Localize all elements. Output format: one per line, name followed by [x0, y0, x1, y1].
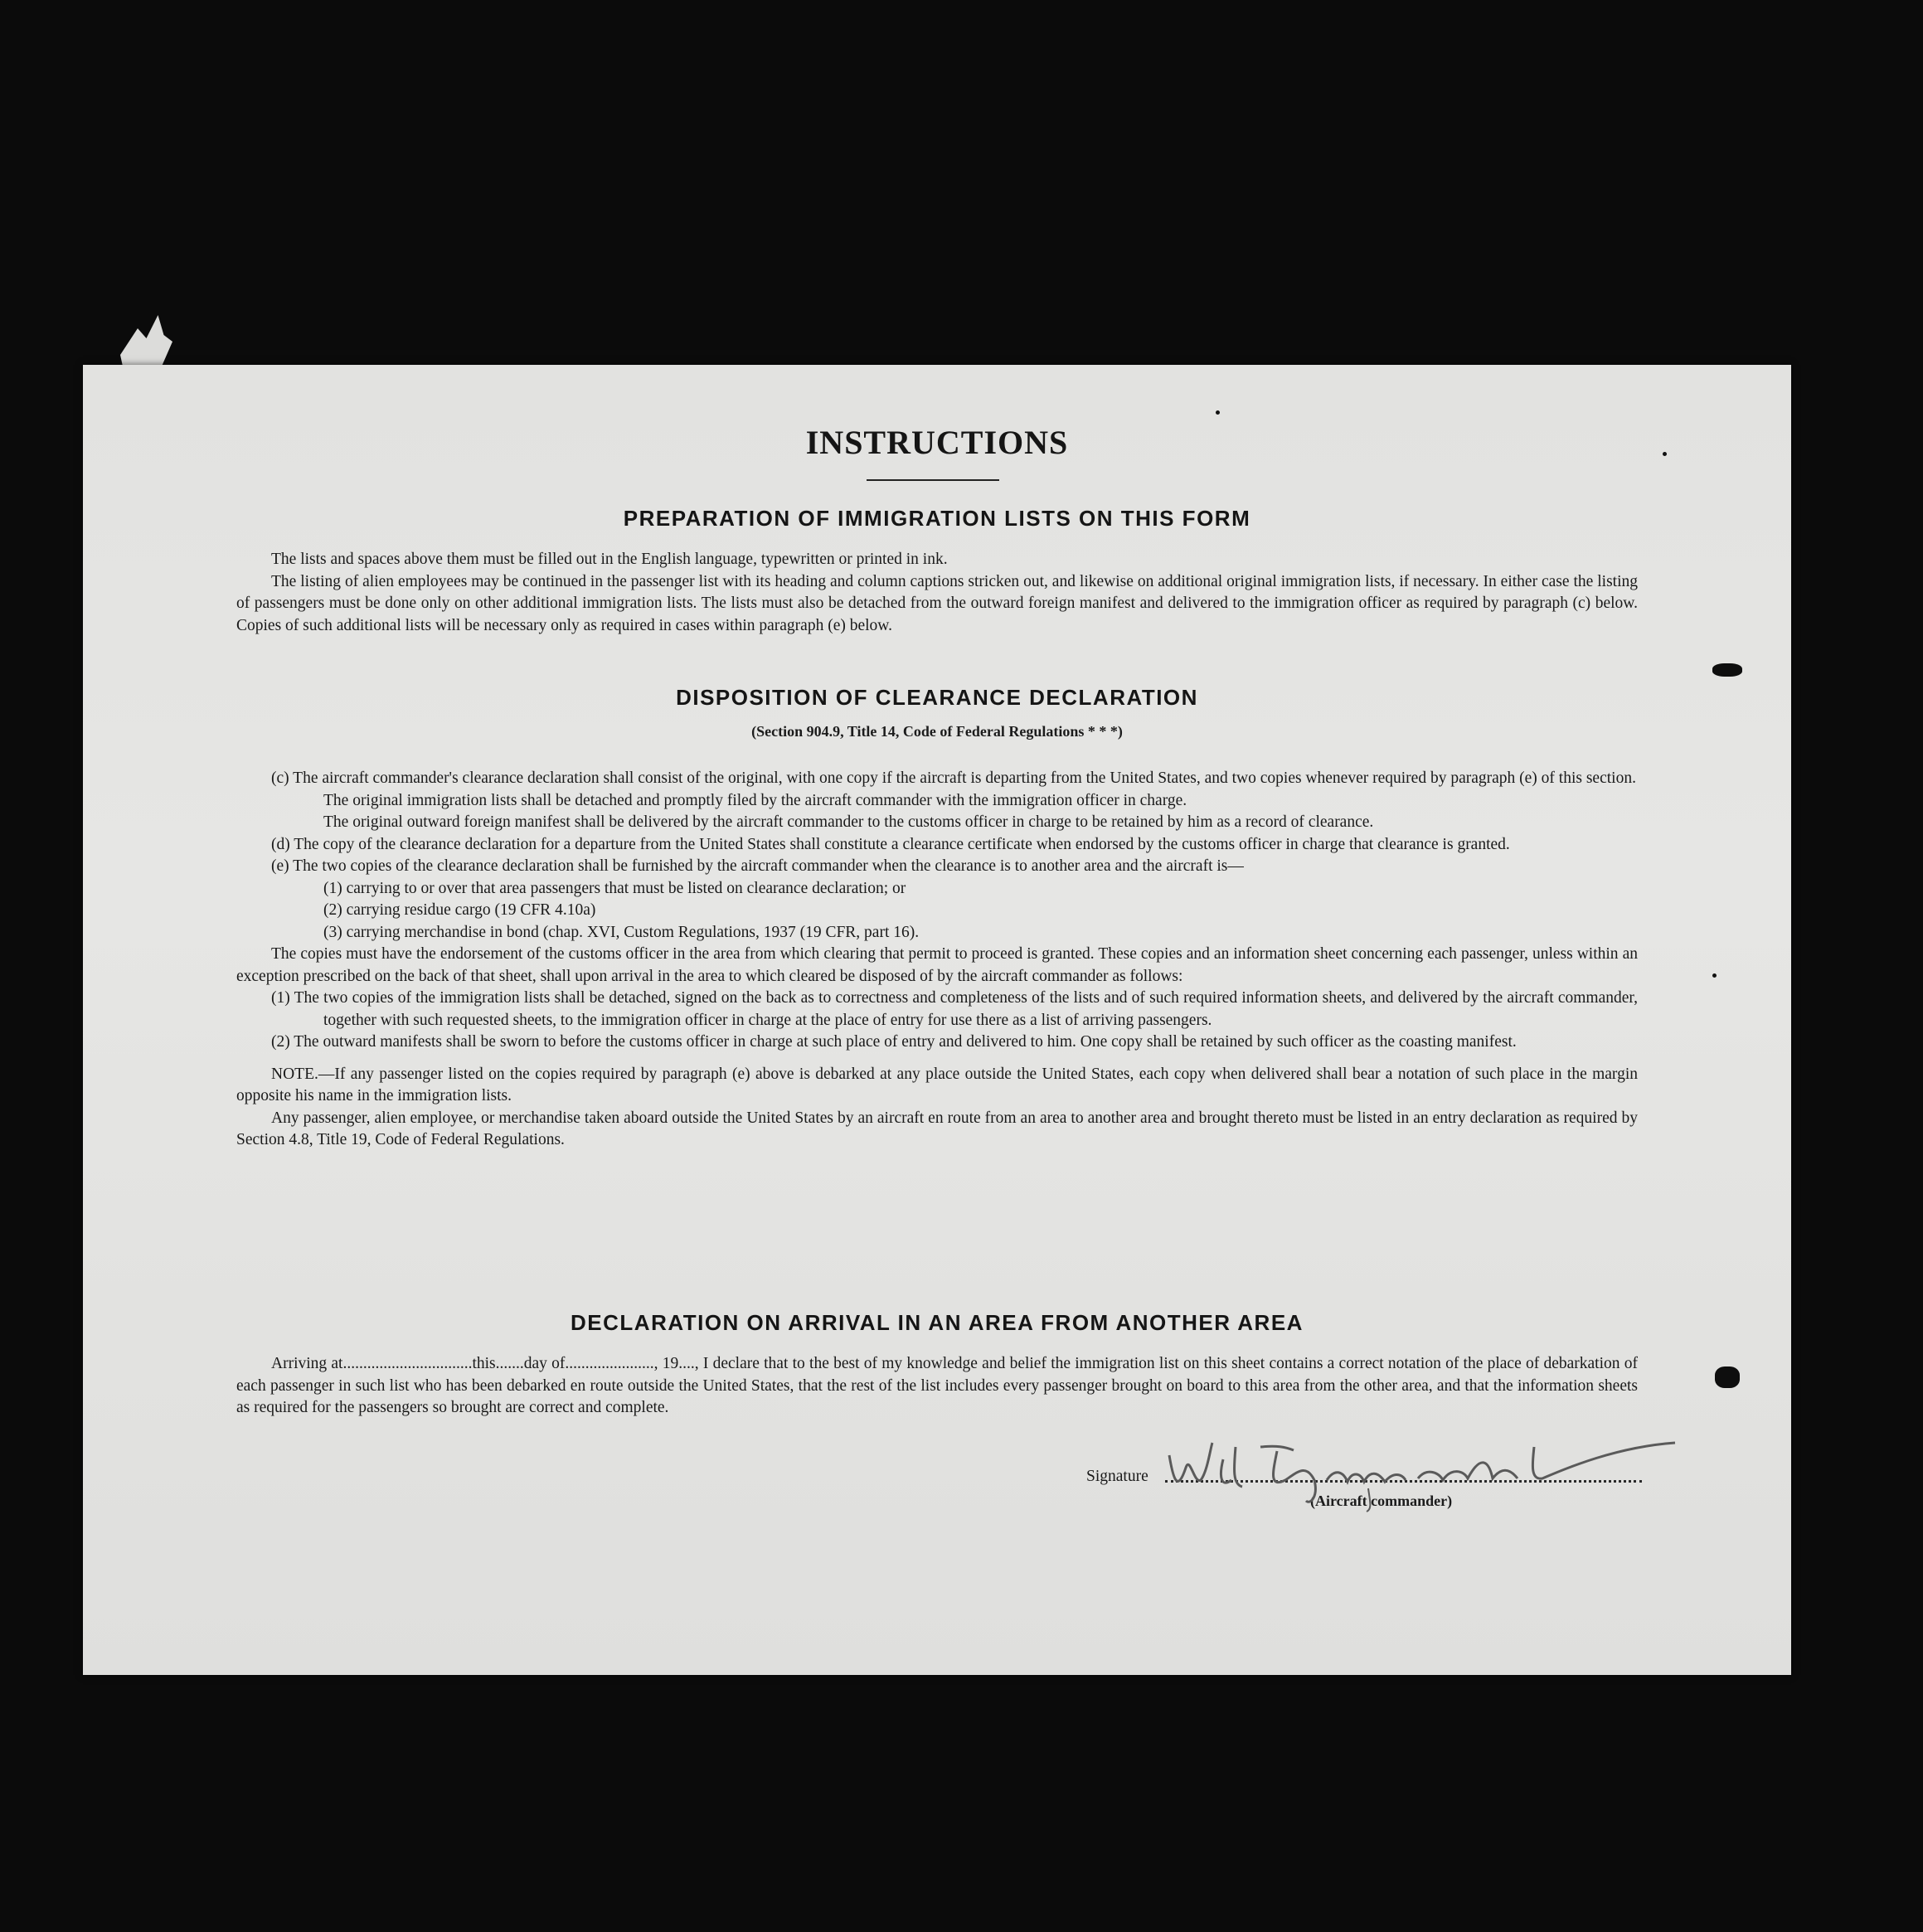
speck [1216, 410, 1220, 415]
note-paragraph: NOTE.—If any passenger listed on the copies required by paragraph (e) above is debarked at any place outside the United States, each copy when delivered shall bear a notation of such place in the margin opposite his name in the immigration lists. [236, 1065, 1638, 1104]
list-item: (2) The outward manifests shall be sworn to before the customs officer in charge at such place of entry and delivered to him. One copy shall be retained by such officer as the coasting manifest. [271, 1033, 1517, 1051]
handwritten-signature [1153, 1422, 1683, 1513]
list-item: (3) carrying merchandise in bond (chap. XVI, Custom Regulations, 1937 (19 CFR, part 16). [323, 923, 920, 941]
speck [1663, 452, 1667, 456]
section-heading-preparation: PREPARATION OF IMMIGRATION LISTS ON THIS FORM [623, 506, 1251, 531]
paragraph: Any passenger, alien employee, or merchandise taken aboard outside the United States by an aircraft en route from an area to another area and brought thereto must be listed in an entry declaration as required by Section 4.8, Title 19, Code of Federal Regulations. [236, 1109, 1638, 1148]
signature-caption: (Aircraft commander) [1310, 1493, 1453, 1509]
speck [1712, 973, 1717, 978]
list-item: (1) carrying to or over that area passengers that must be listed on clearance declaration; or [323, 879, 906, 897]
paragraph: The copies must have the endorsement of the customs officer in the area from which clearing that permit to proceed is granted. These copies and an information sheet concerning each passenger, unless within an exception prescribed on the back of that sheet, shall upon arrival in the area to which cleared be disposed of by the aircraft commander as follows: [236, 945, 1638, 985]
declaration-text [236, 1353, 1638, 1420]
paragraph-c: (c) The aircraft commander's clearance declaration shall consist of the original, with one copy if the aircraft is departing from the United States, and two copies whenever required by paragraph (e) of this section. [271, 769, 1636, 787]
paragraph: The original immigration lists shall be detached and promptly filed by the aircraft commander with the immigration officer in charge. [323, 791, 1187, 809]
document-page [83, 365, 1791, 1675]
section-preparation-body [236, 549, 1638, 637]
section-heading-disposition: DISPOSITION OF CLEARANCE DECLARATION [676, 685, 1198, 710]
page-title: INSTRUCTIONS [805, 424, 1069, 461]
paragraph-e: (e) The two copies of the clearance declaration shall be furnished by the aircraft commander when the clearance is to another area and the aircraft is— [271, 857, 1244, 875]
signature-label: Signature [1086, 1468, 1148, 1485]
section-heading-declaration: DECLARATION ON ARRIVAL IN AN AREA FROM ANOTHER AREA [571, 1310, 1304, 1335]
ink-smudge [1712, 663, 1742, 677]
section-subheading-citation: (Section 904.9, Title 14, Code of Federal Regulations * * *) [751, 723, 1123, 740]
section-disposition-body [236, 768, 1638, 1152]
paragraph-d: (d) The copy of the clearance declaration for a departure from the United States shall constitute a clearance certificate when endorsed by the customs officer in charge that clearance is granted. [271, 835, 1510, 853]
paragraph: The lists and spaces above them must be filled out in the English language, typewritten or printed in ink. [271, 551, 948, 568]
paragraph: Arriving at................................this.......day of......................, 19...., I declare that to the best of my knowledge and belief the immigration list on this sheet contains a correct notation of the place of debarkation of each passenger in such list who has been debarked en route outside the United States, that the rest of the list includes every passenger brought on board to this area from the other area, and that the information sheets as required for the passengers so brought are correct and complete. [236, 1355, 1638, 1416]
title-rule [867, 479, 999, 481]
paragraph: The listing of alien employees may be continued in the passenger list with its heading and column captions stricken out, and likewise on additional original immigration lists, if necessary. In either case the listing of passengers must be done only on other additional immigration lists. The lists must also be detached from the outward foreign manifest and delivered to the immigration officer as required by paragraph (c) below. Copies of such additional lists will be necessary only as required in cases within paragraph (e) below. [236, 572, 1638, 634]
paragraph: The original outward foreign manifest shall be delivered by the aircraft commander to the customs officer in charge to be retained by him as a record of clearance. [323, 813, 1374, 831]
list-item: (2) carrying residue cargo (19 CFR 4.10a) [323, 901, 596, 919]
list-item: (1) The two copies of the immigration lists shall be detached, signed on the back as to correctness and completeness of the lists and of such required information sheets, and delivered by the aircraft commander, together with such requested sheets, to the immigration officer in charge at the place of entry for use there as a list of arriving passengers. [271, 989, 1638, 1029]
ink-smudge [1715, 1366, 1740, 1388]
